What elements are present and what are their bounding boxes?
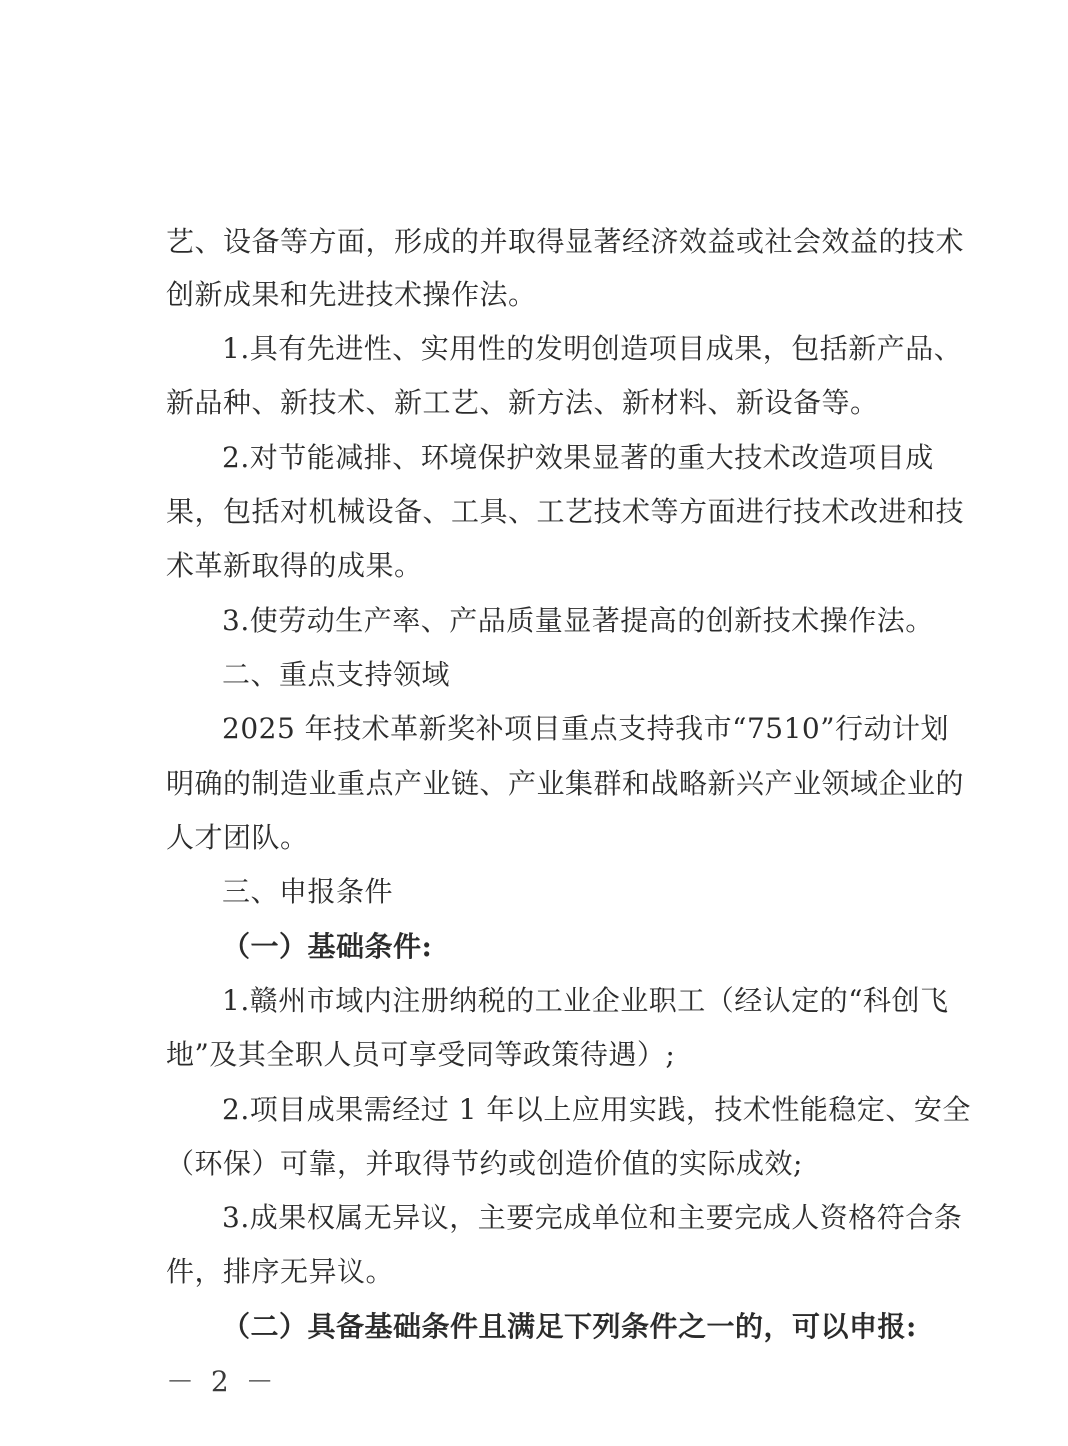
paragraph-line: 人才团队。 [166,821,309,854]
subsection-heading-additional-conditions: （二）具备基础条件且满足下列条件之一的，可以申报: [222,1310,917,1343]
list-item-3: 3.使劳动生产率、产品质量显著提高的创新技术操作法。 [222,604,934,637]
condition-item-2: 2.项目成果需经过 1 年以上应用实践，技术性能稳定、安全 [222,1093,971,1126]
paragraph-line: 2025 年技术革新奖补项目重点支持我市“7510”行动计划 [222,712,950,745]
section-heading-conditions: 三、申报条件 [222,875,394,908]
paragraph-line: 果，包括对机械设备、工具、工艺技术等方面进行技术改进和技 [166,495,965,528]
list-item-1: 1.具有先进性、实用性的发明创造项目成果，包括新产品、 [222,332,963,365]
paragraph-line: 件，排序无异议。 [166,1255,395,1288]
paragraph-line: 新品种、新技术、新工艺、新方法、新材料、新设备等。 [166,386,879,419]
paragraph-line: 明确的制造业重点产业链、产业集群和战略新兴产业领域企业的 [166,767,965,800]
paragraph-line: 地”及其全职人员可享受同等政策待遇）; [166,1038,676,1071]
page-number: － 2 － [166,1365,278,1398]
section-heading-focus-areas: 二、重点支持领域 [222,658,451,691]
paragraph-line: （环保）可靠，并取得节约或创造价值的实际成效; [166,1147,803,1180]
document-page [166,0,971,1446]
paragraph-line: 艺、设备等方面，形成的并取得显著经济效益或社会效益的技术 [166,225,965,258]
paragraph-line: 创新成果和先进技术操作法。 [166,278,537,311]
subsection-heading-basic-conditions: （一）基础条件: [222,930,433,963]
paragraph-line: 术革新取得的成果。 [166,549,423,582]
condition-item-1: 1.赣州市域内注册纳税的工业企业职工（经认定的“科创飞 [222,984,949,1017]
condition-item-3: 3.成果权属无异议，主要完成单位和主要完成人资格符合条 [222,1201,963,1234]
list-item-2: 2.对节能减排、环境保护效果显著的重大技术改造项目成 [222,441,934,474]
